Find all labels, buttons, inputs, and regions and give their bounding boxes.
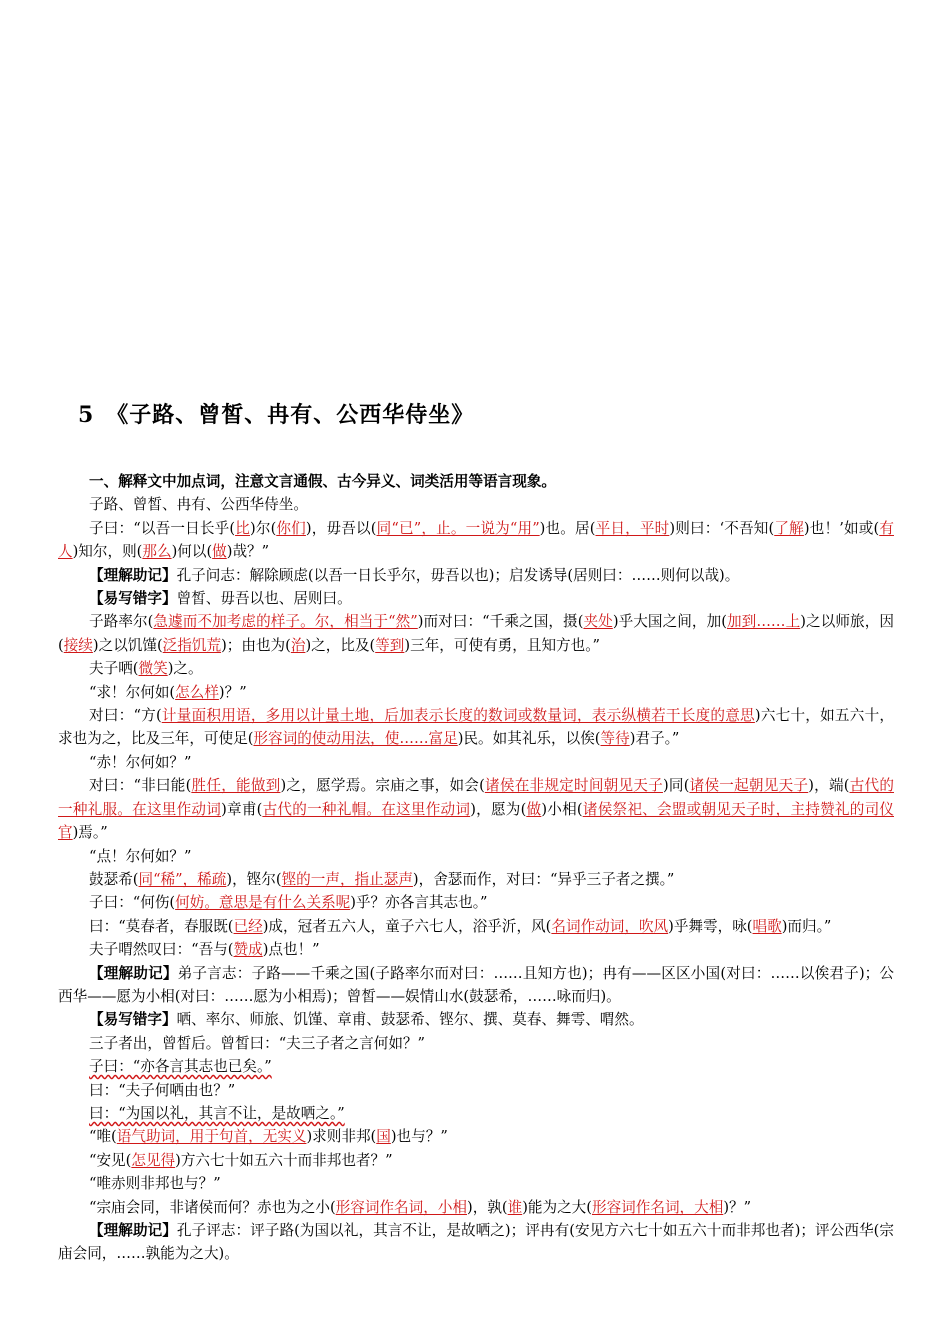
text-span: )；由也为( bbox=[221, 636, 291, 654]
text-span: )章甫( bbox=[221, 800, 263, 818]
text-line: “点！尔何如？” bbox=[89, 847, 192, 865]
text-span: “唯( bbox=[89, 1128, 117, 1146]
annotation: 了解 bbox=[774, 519, 804, 537]
text-span: )，毋吾以( bbox=[305, 519, 377, 537]
text-line: 子路、曾皙、冉有、公西华侍坐。 bbox=[89, 496, 308, 514]
text-line bbox=[58, 704, 894, 751]
text-span: )之以师旅，因( bbox=[58, 613, 894, 654]
annotation: 接续 bbox=[63, 636, 93, 654]
annotation: 微笑 bbox=[138, 660, 168, 678]
text-span: )而对曰：“千乘之国，摄( bbox=[417, 613, 584, 631]
annotation: 做 bbox=[526, 800, 542, 818]
annotation: 古代的一种礼帽。在这里作动词 bbox=[262, 800, 471, 818]
annotation: 计量面积用语，多用以计量土地，后加表示长度的数词或数量词，表示纵横若干长度的意思 bbox=[161, 707, 755, 725]
annotation: 急遽而不加考虑的样子。尔，相当于“然” bbox=[153, 613, 418, 631]
annotation: 泛指饥荒 bbox=[162, 636, 222, 654]
text-span: )，舍瑟而作，对曰：“异乎三子者之撰。” bbox=[412, 870, 675, 888]
text-span: )也。居( bbox=[539, 519, 596, 537]
text-span: )方六七十如五六十而非邦也者？” bbox=[175, 1151, 393, 1169]
annotation: 国 bbox=[376, 1128, 391, 1146]
annotation: 古代的一种礼服。在这里作动词 bbox=[58, 777, 894, 818]
text-span: )同( bbox=[662, 777, 690, 795]
text-line bbox=[58, 657, 894, 680]
text-line bbox=[58, 610, 894, 657]
annotation: 你们 bbox=[276, 519, 306, 537]
text-span: )成，冠者五六人，童子六七人，浴乎沂，风( bbox=[262, 917, 552, 935]
text-span: 子曰：“何伤( bbox=[89, 894, 176, 912]
text-line bbox=[58, 1125, 894, 1148]
text-span: )三年，可使有勇，且知方也。” bbox=[404, 636, 600, 654]
annotation: 赞成 bbox=[233, 941, 263, 959]
error-prone-words bbox=[58, 587, 894, 610]
text-span: )乎？亦各言其志也。” bbox=[350, 894, 488, 912]
text-span: )求则非邦( bbox=[306, 1128, 377, 1146]
annotation: 名词作动词，吹风 bbox=[551, 917, 669, 935]
annotation: 怎见得 bbox=[131, 1151, 176, 1169]
annotation: 治 bbox=[290, 636, 306, 654]
memory-aid bbox=[58, 962, 894, 1009]
memory-aid bbox=[58, 1219, 894, 1266]
annotation: 诸侯一起朝见天子 bbox=[689, 777, 809, 795]
text-span: 对曰：“非曰能( bbox=[89, 777, 192, 795]
annotation: 已经 bbox=[233, 917, 263, 935]
text-line bbox=[58, 681, 894, 704]
text-span: 孔子问志：解除顾虑(以吾一日长乎尔，毋吾以也)；启发诱导(居则曰：……则何以哉)。 bbox=[176, 566, 740, 584]
page-title: 5 《子路、曾皙、冉有、公西华侍坐》 bbox=[78, 402, 475, 428]
annotation: 有人 bbox=[58, 519, 894, 561]
annotation: 谁 bbox=[507, 1198, 523, 1216]
text-span: )之，愿学焉。宗庙之事，如会( bbox=[280, 777, 485, 795]
text-span: )也与？” bbox=[390, 1128, 448, 1146]
text-line bbox=[58, 1149, 894, 1172]
text-span: )之以饥馑( bbox=[92, 636, 163, 654]
annotation: 夹处 bbox=[583, 613, 613, 631]
text-span: )何以( bbox=[171, 543, 213, 561]
annotation: 等到 bbox=[375, 636, 405, 654]
text-span: )而归。” bbox=[781, 917, 832, 935]
text-span: )民。如其礼乐，以俟( bbox=[457, 730, 601, 748]
text-span: )六七十，如五六十，求也为之，比及三年，可使足( bbox=[58, 707, 895, 748]
annotation: 铿的一声，指止瑟声 bbox=[281, 870, 413, 888]
text-span: )之，比及( bbox=[305, 636, 376, 654]
tag-label: 【理解助记】 bbox=[89, 1222, 177, 1239]
annotation: 加到……上 bbox=[726, 613, 801, 631]
text-span: 夫子喟然叹曰：“吾与( bbox=[89, 941, 234, 959]
text-line bbox=[58, 891, 894, 914]
text-span: )哉？” bbox=[226, 543, 270, 561]
text-line: “唯赤则非邦也与？” bbox=[89, 1175, 221, 1193]
text-span: )小相( bbox=[541, 800, 583, 818]
text-span: )焉。” bbox=[72, 824, 108, 842]
text-line: 三子者出，曾皙后。曾皙曰：“夫三子者之言何如？” bbox=[89, 1034, 425, 1052]
text-span: 子路率尔( bbox=[89, 613, 154, 631]
text-span: “求！尔何如( bbox=[89, 683, 176, 701]
text-span: 曾皙、毋吾以也、居则曰。 bbox=[176, 590, 352, 608]
text-span: )，端( bbox=[808, 777, 850, 795]
text-span: )，愿为( bbox=[470, 800, 527, 818]
text-span: )君子。” bbox=[629, 730, 680, 748]
annotation: 形容词的使动用法，使……富足 bbox=[253, 730, 458, 748]
annotation: 语气助词，用于句首，无实义 bbox=[116, 1128, 307, 1146]
text-span: )也！’如或( bbox=[803, 519, 880, 537]
wavy-underlined-text: 子曰：“亦各言其志也已矣。” bbox=[89, 1058, 272, 1076]
annotation: 怎么样 bbox=[175, 683, 219, 701]
error-prone-words bbox=[58, 1008, 894, 1031]
tag-label: 【理解助记】 bbox=[89, 964, 178, 982]
text-span: 夫子哂( bbox=[89, 660, 139, 678]
text-line bbox=[58, 938, 894, 961]
text-span: 孔子评志：评子路(为国以礼，其言不让，是故哂之)；评冉有(安见方六七十如五六十而非邦也者)；评公西华(宗庙会同，……孰能为之大)。 bbox=[58, 1222, 894, 1263]
annotation: 同“稀”，稀疏 bbox=[138, 870, 227, 888]
text-line bbox=[58, 517, 894, 564]
text-span: 子曰：“以吾一日长乎( bbox=[89, 519, 236, 537]
annotation: 诸侯在非规定时间朝见天子 bbox=[484, 777, 663, 795]
text-span: )乎舞雩，咏( bbox=[668, 917, 753, 935]
text-span: )知尔，则( bbox=[72, 543, 143, 561]
wavy-underlined-text: 曰：“为国以礼，其言不让，是故哂之。” bbox=[89, 1104, 345, 1122]
text-span: )能为之大( bbox=[522, 1198, 592, 1216]
annotation: 那么 bbox=[142, 543, 172, 561]
text-span: “安见( bbox=[89, 1151, 132, 1169]
text-span: )乎大国之间，加( bbox=[612, 613, 727, 631]
text-line bbox=[58, 915, 894, 938]
text-span: )，铿尔( bbox=[226, 870, 282, 888]
tag-label: 【易写错字】 bbox=[89, 1011, 177, 1029]
document-body bbox=[58, 470, 894, 1266]
text-span: )？” bbox=[723, 1198, 752, 1216]
text-span: )？” bbox=[218, 683, 247, 701]
text-line bbox=[58, 1196, 894, 1219]
annotation: 比 bbox=[235, 519, 250, 537]
text-line: 曰：“夫子何哂由也？” bbox=[89, 1081, 236, 1099]
annotation: 胜任，能做到 bbox=[191, 777, 281, 795]
text-span: )，孰( bbox=[467, 1198, 508, 1216]
annotation: 唱歌 bbox=[752, 917, 782, 935]
annotation: 诸侯祭祀、会盟或朝见天子时，主持赞礼的司仪官 bbox=[58, 800, 894, 842]
text-span: )点也！” bbox=[262, 941, 320, 959]
annotation: 做 bbox=[212, 543, 227, 561]
text-span: 弟子言志：子路——千乘之国(子路率尔而对曰：……且知方也)；冉有——区区小国(对曰：……以俟君子)；公西华——愿为小相(对曰：……愿为小相焉)；曾皙——娱情山水(鼓瑟希，……咏而归)。 bbox=[58, 964, 894, 1005]
section-heading: 一、解释文中加点词，注意文言通假、古今异义、词类活用等语言现象。 bbox=[89, 473, 557, 490]
text-line: “赤！尔何如？” bbox=[89, 753, 192, 771]
annotation: 形容词作名词，小相 bbox=[335, 1198, 468, 1216]
text-span: )尔( bbox=[249, 519, 277, 537]
text-span: 哂、率尔、师旅、饥馑、章甫、鼓瑟希、铿尔、撰、莫春、舞雩、喟然。 bbox=[176, 1011, 644, 1029]
text-span: 曰：“莫春者，春服既( bbox=[89, 917, 234, 935]
annotation: 何妨。意思是有什么关系呢 bbox=[175, 894, 351, 912]
text-line bbox=[58, 868, 894, 891]
annotation: 形容词作名词，大相 bbox=[591, 1198, 724, 1216]
text-span: “宗庙会同，非诸侯而何？赤也为之小( bbox=[89, 1198, 336, 1216]
annotation: 等待 bbox=[600, 730, 630, 748]
text-line bbox=[58, 1102, 894, 1125]
text-line bbox=[58, 1055, 894, 1078]
memory-aid bbox=[58, 564, 894, 587]
annotation: 平日，平时 bbox=[595, 519, 670, 537]
tag-label: 【易写错字】 bbox=[89, 590, 177, 608]
text-span: 对曰：“方( bbox=[89, 707, 162, 725]
text-span: )之。 bbox=[167, 660, 203, 678]
text-span: )则曰：‘不吾知( bbox=[669, 519, 775, 537]
text-span: 鼓瑟希( bbox=[89, 870, 139, 888]
text-line bbox=[58, 774, 894, 844]
tag-label: 【理解助记】 bbox=[89, 566, 177, 584]
annotation: 同“已”，止。一说为“用” bbox=[376, 519, 540, 537]
